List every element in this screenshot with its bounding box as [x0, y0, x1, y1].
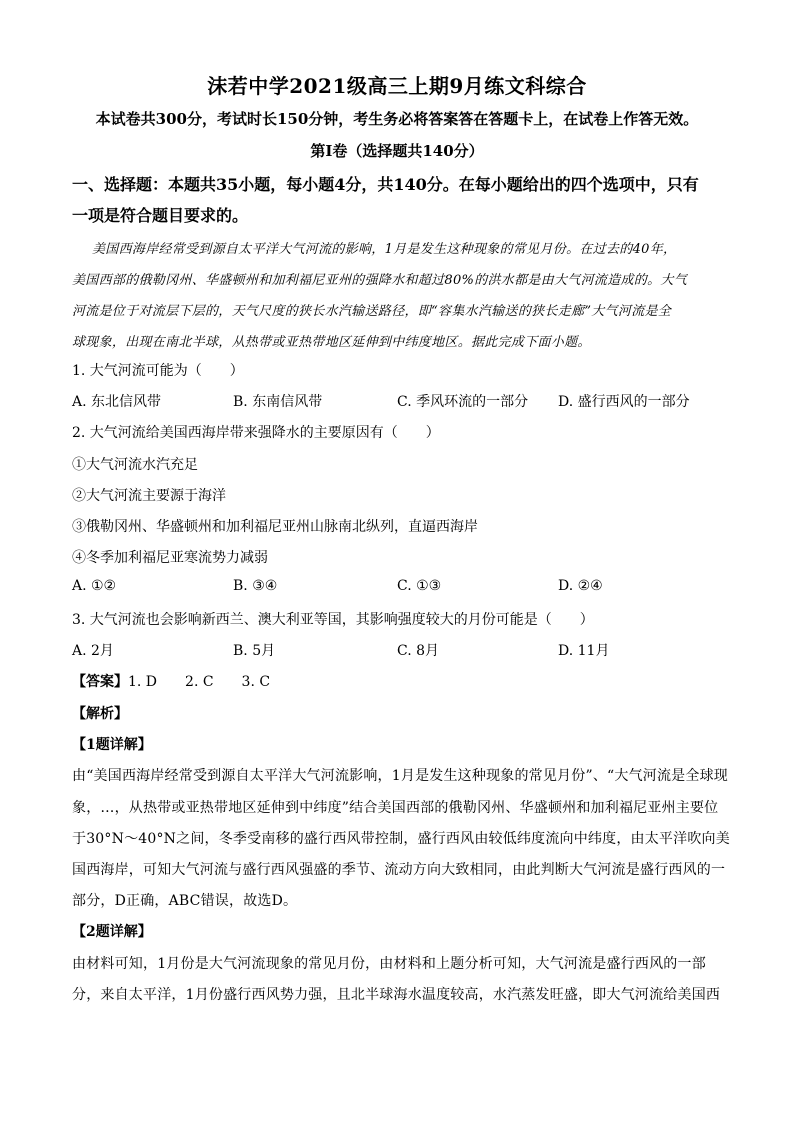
material-line: 河流是位于对流层下层的，天气尺度的狭长水汽输送路径，即“容集水汽输送的狭长走廊”大气河流是全	[72, 304, 672, 319]
section-heading-line-2: 一项是符合题目要求的。	[72, 206, 249, 225]
analysis-text-line: 分，来自太平洋，1月份盛行西风势力强，且北半球海水温度较高，水汽蒸发旺盛，即大气河流给美国西	[72, 987, 721, 1003]
question-3-option-b: B. 5月	[233, 643, 276, 659]
question-1-option-a: A. 东北信风带	[72, 394, 162, 410]
material-line: 球现象，出现在南北半球，从热带或亚热带地区延伸到中纬度地区。据此完成下面小题。	[72, 335, 591, 350]
question-2-statement: ④冬季加利福尼亚寒流势力减弱	[72, 550, 268, 566]
exam-instructions: 本试卷共300分，考试时长150分钟，考生务必将答案答在答题卡上，在试卷上作答无效。	[95, 110, 699, 128]
question-1-stem: 1. 大气河流可能为（ ）	[72, 363, 244, 379]
question-1-option-b: B. 东南信风带	[233, 394, 323, 410]
question-3-option-a: A. 2月	[72, 643, 114, 659]
analysis-text-line: 象，…，从热带或亚热带地区延伸到中纬度”结合美国西部的俄勒冈州、华盛顿州和加利福尼亚州主要位	[72, 800, 719, 816]
q1-detail-heading: 【1题详解】	[72, 737, 152, 753]
analysis-text-line: 由材料可知，1月份是大气河流现象的常见月份，由材料和上题分析可知，大气河流是盛行西风的一部	[72, 956, 706, 972]
question-2-option-a: A. ①②	[72, 578, 117, 594]
answer-values: 1. D 2. C 3. C	[128, 674, 271, 690]
q2-detail-heading: 【2题详解】	[72, 924, 152, 940]
question-2-statement: ③俄勒冈州、华盛顿州和加利福尼亚州山脉南北纵列，直逼西海岸	[72, 519, 478, 535]
section-heading-line-1: 一、选择题：本题共35小题，每小题4分，共140分。在每小题给出的四个选项中，只有	[72, 175, 699, 194]
material-line: 美国西部的俄勒冈州、华盛顿州和加利福尼亚州的强降水和超过80%的洪水都是由大气河流造成的。大气	[72, 273, 687, 288]
question-2-option-b: B. ③④	[233, 578, 278, 594]
analysis-text-line: 部分，D正确，ABC错误，故选D。	[72, 893, 298, 909]
question-3-stem: 3. 大气河流也会影响新西兰、澳大利亚等国，其影响强度较大的月份可能是（ ）	[72, 612, 594, 628]
analysis-text-line: 由“美国西海岸经常受到源自太平洋大气河流影响，1月是发生这种现象的常见月份”、“大气河流是全球现	[72, 768, 728, 784]
answer-line	[72, 671, 270, 691]
answer-label: 【答案】	[72, 674, 128, 690]
question-2-stem: 2. 大气河流给美国西海岸带来强降水的主要原因有（ ）	[72, 425, 440, 441]
question-1-option-c: C. 季风环流的一部分	[397, 394, 529, 410]
question-2-statement: ①大气河流水汽充足	[72, 457, 198, 473]
analysis-text-line: 于30°N～40°N之间，冬季受南移的盛行西风带控制，盛行西风由较低纬度流向中纬度，由太平洋吹向美	[72, 831, 730, 847]
question-1-option-d: D. 盛行西风的一部分	[558, 394, 690, 410]
question-2-option-d: D. ②④	[558, 578, 603, 594]
analysis-label: 【解析】	[72, 706, 128, 722]
analysis-text-line: 国西海岸，可知大气河流与盛行西风强盛的季节、流动方向大致相同，由此判断大气河流是盛行西风的一	[72, 862, 726, 878]
question-2-option-c: C. ①③	[397, 578, 442, 594]
volume-heading: 第Ⅰ卷（选择题共140分）	[310, 142, 484, 160]
question-2-statement: ②大气河流主要源于海洋	[72, 488, 226, 504]
question-3-option-c: C. 8月	[397, 643, 440, 659]
question-3-option-d: D. 11月	[558, 643, 610, 659]
material-line: 美国西海岸经常受到源自太平洋大气河流的影响，1月是发生这种现象的常见月份。在过去的40年，	[92, 242, 677, 257]
page-title: 沫若中学2021级高三上期9月练文科综合	[207, 74, 587, 98]
